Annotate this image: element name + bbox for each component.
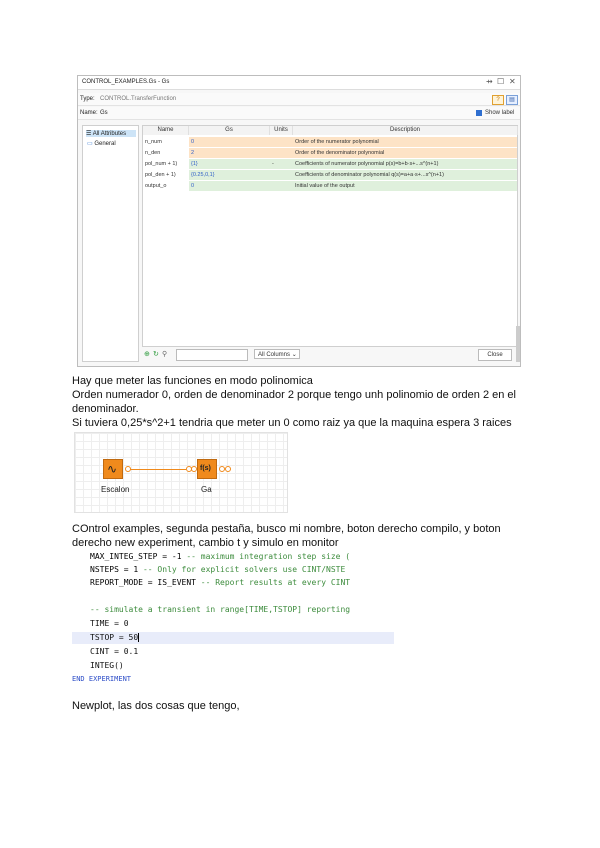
code-end-line: END EXPERIMENT xyxy=(72,675,132,683)
help-icon[interactable]: ? xyxy=(492,95,504,105)
transfer-function-dialog xyxy=(77,75,521,367)
table-cell-value[interactable]: 2 xyxy=(189,148,270,158)
table-cell-description: Coefficients of denominator polynomial q(s)=a+a·s+...s^(n+1) xyxy=(293,170,517,180)
columns-select[interactable]: All Columns ⌄ xyxy=(254,349,300,359)
dialog-title: CONTROL_EXAMPLES.Gs - Gs xyxy=(82,79,170,85)
tf-block-label: Ga xyxy=(201,485,212,494)
column-header-name[interactable]: Name xyxy=(143,126,189,135)
table-cell-units xyxy=(270,148,293,158)
code-line: NSTEPS = 1 -- Only for explicit solvers use CINT/NSTE xyxy=(90,565,346,574)
step-icon: ∿ xyxy=(107,462,118,476)
paragraph-4: COntrol examples, segunda pestaña, busco mi nombre, boton derecho compilo, y boton derecho new experiment, cambio t y simulo en monitor xyxy=(72,523,501,549)
table-cell-name: output_o xyxy=(145,183,167,189)
pin-icon[interactable]: ⇸ xyxy=(486,77,493,86)
step-block[interactable] xyxy=(103,459,123,479)
type-value: CONTROL.TransferFunction xyxy=(100,96,177,102)
doc-icon[interactable]: ▤ xyxy=(506,95,518,105)
connection-wire[interactable] xyxy=(130,469,186,470)
filter-icon[interactable]: ⚲ xyxy=(162,351,168,358)
table-cell-name: n_num xyxy=(145,139,162,145)
dialog-titlebar xyxy=(78,76,520,90)
column-header-description[interactable]: Description xyxy=(293,126,518,135)
table-cell-value[interactable]: {0.25,0,1} xyxy=(189,170,270,180)
type-label: Type: xyxy=(80,96,95,102)
close-icon[interactable]: ✕ xyxy=(509,77,516,86)
add-icon[interactable]: ⊕ xyxy=(144,351,150,358)
table-cell-name: pol_den + 1) xyxy=(145,172,176,178)
table-cell-value[interactable]: 0 xyxy=(189,181,270,191)
name-value[interactable]: Gs xyxy=(100,110,108,116)
folder-icon: ▭ xyxy=(87,141,95,147)
output-port[interactable] xyxy=(225,466,231,472)
chevron-down-icon: ⌄ xyxy=(291,352,297,358)
code-line-current[interactable]: TSTOP = 50 xyxy=(72,632,394,644)
scrollbar[interactable] xyxy=(516,326,520,362)
column-header-value[interactable]: Gs xyxy=(189,126,270,135)
table-cell-value[interactable]: 0 xyxy=(189,137,270,147)
code-line: TIME = 0 xyxy=(90,619,129,628)
list-icon: ☰ xyxy=(86,131,93,137)
name-label: Name: xyxy=(80,110,98,116)
name-row xyxy=(78,107,520,120)
table-cell-units xyxy=(270,170,293,180)
paragraph-1: Hay que meter las funciones en modo polinomica xyxy=(72,375,313,387)
table-cell-name: pol_num + 1) xyxy=(145,161,178,167)
transfer-function-block[interactable] xyxy=(197,459,217,479)
sidebar-item-general[interactable]: ▭ General xyxy=(87,141,116,147)
show-label-text: Show label xyxy=(485,110,515,116)
code-line: MAX_INTEG_STEP = -1 -- maximum integration step size ( xyxy=(90,552,351,561)
table-cell-name: n_den xyxy=(145,150,161,156)
table-cell-description: Order of the denominator polynomial xyxy=(293,148,517,158)
attributes-table xyxy=(142,125,518,347)
paragraph-2: Orden numerador 0, orden de denominador 2 porque tengo unh polinomio de orden 2 en el denominador. xyxy=(72,389,516,415)
table-cell-description: Order of the numerator polynomial xyxy=(293,137,517,147)
code-line: REPORT_MODE = IS_EVENT -- Report results at every CINT xyxy=(90,578,351,587)
table-cell-units xyxy=(270,137,293,147)
table-cell-units: - xyxy=(270,159,293,169)
code-comment: -- simulate a transient in range[TIME,TSTOP] reporting xyxy=(90,605,351,614)
search-input[interactable] xyxy=(176,349,248,361)
tf-icon: f(s) xyxy=(200,465,211,472)
close-button[interactable]: Close xyxy=(478,349,512,361)
experiment-code xyxy=(72,551,376,683)
code-line: INTEG() xyxy=(90,661,124,670)
table-cell-value[interactable]: {1} xyxy=(189,159,270,169)
show-label-checkbox[interactable] xyxy=(476,110,482,116)
block-diagram xyxy=(74,432,288,513)
code-line: CINT = 0.1 xyxy=(90,647,139,656)
table-cell-description: Coefficients of numerator polynomial p(s)=b+b·s+...s^(n+1) xyxy=(293,159,517,169)
step-block-label: Escalon xyxy=(101,485,130,494)
maximize-icon[interactable]: ☐ xyxy=(497,77,505,86)
table-cell-description: Initial value of the output xyxy=(293,181,517,191)
column-header-units[interactable]: Units xyxy=(270,126,293,135)
text-cursor xyxy=(138,633,139,642)
attribute-sidebar xyxy=(82,125,139,362)
refresh-icon[interactable]: ↻ xyxy=(153,351,159,358)
table-toolbar xyxy=(142,348,516,361)
table-cell-units xyxy=(270,181,293,191)
paragraph-5: Newplot, las dos cosas que tengo, xyxy=(72,700,240,712)
paragraph-3: Si tuviera 0,25*s^2+1 tendria que meter un 0 como raiz ya que la maquina espera 3 raices xyxy=(72,417,512,429)
type-row xyxy=(78,93,520,106)
sidebar-item-all-attributes[interactable]: ☰ All Attributes xyxy=(86,130,136,137)
